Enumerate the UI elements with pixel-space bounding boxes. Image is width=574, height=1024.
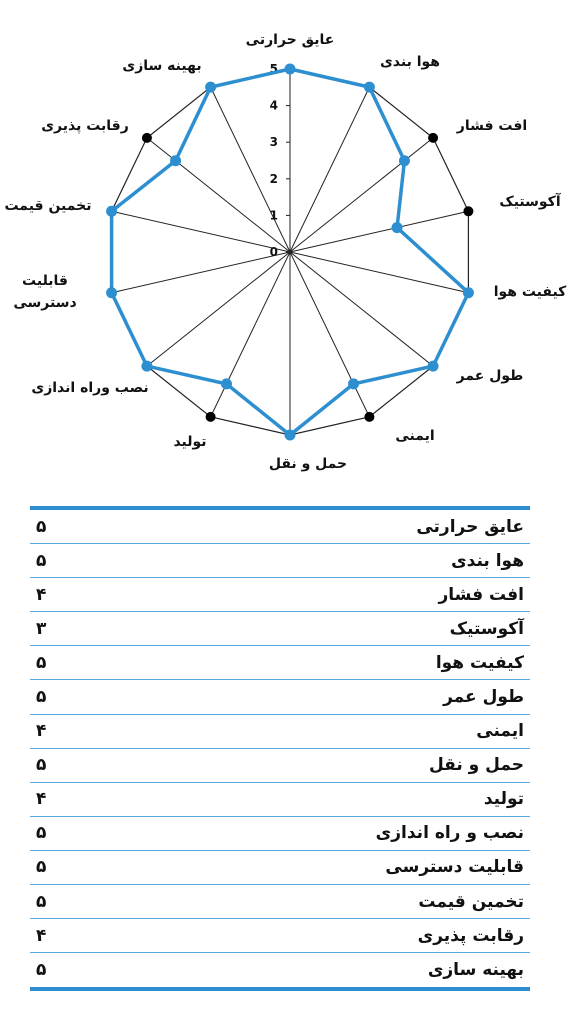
- row-label: هوا بندی: [451, 550, 524, 571]
- series-point: [428, 361, 439, 372]
- row-label: آکوستیک: [449, 618, 524, 639]
- series-point: [205, 82, 216, 93]
- series-point: [348, 378, 359, 389]
- category-label: تولید: [173, 434, 207, 450]
- series-point: [170, 155, 181, 166]
- row-label: افت فشار: [438, 584, 524, 605]
- category-label: تخمین قیمت: [4, 198, 92, 214]
- table-row: [30, 817, 530, 851]
- series-point: [463, 287, 474, 298]
- row-label: حمل و نقل: [428, 755, 524, 776]
- row-value: ۵: [36, 755, 47, 776]
- category-label: طول عمر: [456, 368, 524, 384]
- radar-spoke: [290, 252, 369, 417]
- radial-tick-label: 4: [269, 98, 278, 113]
- radial-ticks: [270, 62, 290, 259]
- table-row: [30, 783, 530, 817]
- score-table: [30, 506, 530, 991]
- radial-tick-label: 1: [269, 208, 278, 223]
- category-labels: [4, 32, 567, 472]
- row-label: تولید: [483, 789, 524, 810]
- table-row: [30, 919, 530, 953]
- series-point: [285, 430, 296, 441]
- table-bottom-rule: [30, 987, 530, 991]
- row-value: ۵: [36, 687, 47, 708]
- series-point: [399, 155, 410, 166]
- category-label: نصب وراه اندازی: [31, 380, 149, 396]
- row-label: رقابت پذیری: [417, 925, 524, 946]
- row-label: تخمین قیمت: [418, 891, 524, 912]
- category-label: آکوستیک: [499, 194, 561, 210]
- radar-spoke: [290, 138, 433, 252]
- table-row: [30, 851, 530, 885]
- row-value: ۵: [36, 960, 47, 981]
- radar-spoke: [147, 138, 290, 252]
- radar-spoke: [112, 211, 290, 252]
- max-marker-point: [463, 206, 473, 216]
- category-label: عایق حرارتی: [245, 32, 335, 48]
- series-point: [392, 222, 403, 233]
- table-row: [30, 510, 530, 544]
- row-value: ۵: [36, 516, 47, 537]
- radar-spoke: [112, 252, 290, 293]
- table-row: [30, 953, 530, 987]
- radial-tick-label: 0: [269, 245, 278, 259]
- radar-chart: [0, 0, 574, 490]
- table-body: [30, 510, 530, 987]
- row-label: طول عمر: [443, 687, 524, 708]
- series-point: [285, 64, 296, 75]
- row-label: ایمنی: [476, 721, 524, 742]
- radar-spoke: [147, 252, 290, 366]
- table-row: [30, 544, 530, 578]
- table-row: [30, 646, 530, 680]
- category-label: ایمنی: [395, 428, 435, 444]
- radar-spoke: [290, 252, 433, 366]
- row-label: قابلیت دسترسی: [385, 857, 524, 878]
- table-row: [30, 612, 530, 646]
- row-value: ۳: [36, 618, 47, 639]
- table-row: [30, 680, 530, 714]
- row-value: ۵: [36, 823, 47, 844]
- category-label: افت فشار: [456, 118, 528, 134]
- radar-spoke: [290, 211, 468, 252]
- row-label: کیفیت هوا: [435, 652, 524, 673]
- max-marker-point: [206, 412, 216, 422]
- row-label: بهینه سازی: [427, 960, 524, 981]
- series-point: [141, 361, 152, 372]
- radar-spoke: [211, 252, 290, 417]
- table-row: [30, 715, 530, 749]
- row-value: ۵: [36, 857, 47, 878]
- series-point: [106, 206, 117, 217]
- radar-spoke: [211, 87, 290, 252]
- row-value: ۴: [36, 925, 47, 946]
- row-label: نصب و راه اندازی: [375, 823, 524, 844]
- row-value: ۴: [36, 789, 47, 810]
- row-value: ۵: [36, 550, 47, 571]
- series-point: [106, 287, 117, 298]
- category-label: حمل و نقل: [268, 456, 348, 472]
- category-label: قابلیت دسترسی: [13, 273, 77, 311]
- radial-tick-label: 3: [269, 135, 278, 150]
- series-point: [364, 82, 375, 93]
- max-marker-point: [364, 412, 374, 422]
- series-point: [221, 378, 232, 389]
- table-row: [30, 578, 530, 612]
- row-value: ۵: [36, 652, 47, 673]
- category-label: رقابت پذیری: [41, 118, 129, 134]
- radar-spoke: [290, 252, 468, 293]
- category-label: هوا بندی: [379, 54, 441, 70]
- row-label: عایق حرارتی: [416, 516, 524, 537]
- row-value: ۵: [36, 891, 47, 912]
- category-label: بهینه سازی: [122, 58, 202, 74]
- table-row: [30, 885, 530, 919]
- radar-spoke: [290, 87, 369, 252]
- table-row: [30, 749, 530, 783]
- radial-tick-label: 2: [269, 171, 278, 186]
- row-value: ۴: [36, 584, 47, 605]
- category-label: کیفیت هوا: [493, 284, 567, 300]
- max-marker-point: [428, 133, 438, 143]
- row-value: ۴: [36, 721, 47, 742]
- radial-tick-label: 5: [269, 62, 278, 76]
- max-marker-point: [142, 133, 152, 143]
